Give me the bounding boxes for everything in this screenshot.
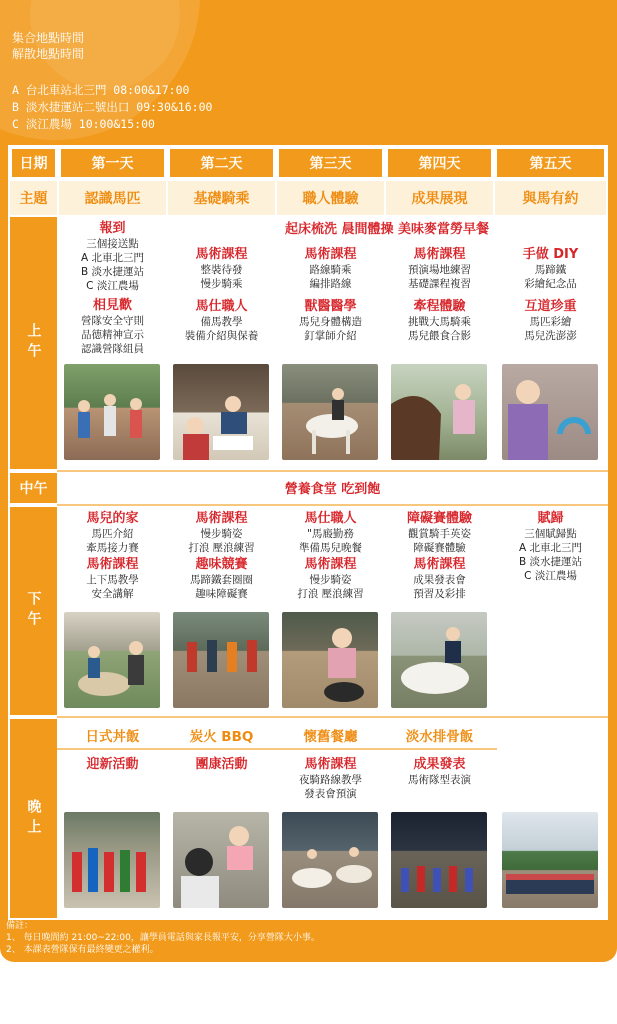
activity-detail: 馬匹介紹 [91, 528, 134, 540]
note-item-2: 2、 本課表營隊保有最終變更之權利。 [6, 945, 159, 955]
theme-day-1: 認識馬匹 [59, 181, 166, 215]
activity-detail: 馬兒餵食合影 [408, 330, 471, 342]
dinner-day-4: 淡水排骨飯 [405, 729, 474, 745]
theme-day-5: 與馬有約 [495, 181, 606, 215]
photo-evening-day-4 [391, 812, 487, 908]
photo-evening-day-5 [502, 812, 598, 908]
evening-day-2 [168, 756, 275, 773]
noon-banner: 營養食堂 吃到飽 [284, 481, 381, 497]
activity-detail: 基礎課程複習 [408, 278, 471, 290]
activity-detail: 挑戰大馬騎乘 [408, 316, 471, 328]
activity-title: 團康活動 [195, 757, 248, 772]
activity-title: 馬術課程 [413, 557, 466, 572]
afternoon-day-5 [495, 510, 606, 583]
photo-afternoon-day-1 [64, 612, 160, 708]
location-b: B 淡水捷運站二號出口 09:30&16:00 [12, 100, 213, 114]
activity-detail: 整裝待發 [200, 264, 243, 276]
activity-detail: 夜騎路線教學 [299, 774, 362, 786]
photo-afternoon-day-2 [173, 612, 269, 708]
photo-morning-day-5 [502, 364, 598, 460]
afternoon-day-2 [168, 510, 275, 601]
morning-day-3 [277, 246, 384, 343]
activity-detail: 三個賦歸點 [524, 528, 577, 540]
photo-afternoon-day-4 [391, 612, 487, 708]
dinner-day-1: 日式丼飯 [85, 729, 140, 745]
afternoon-day-1 [59, 510, 166, 601]
activity-title: 馬仕職人 [304, 511, 357, 526]
activity-detail: 上下馬教學 [86, 574, 139, 586]
day-header-1: 第一天 [59, 147, 166, 179]
activity-detail: 安全講解 [91, 588, 134, 600]
activity-detail: C 淡江農場 [86, 280, 139, 292]
activity-title: 馬術課程 [304, 247, 357, 262]
photo-morning-day-1 [64, 364, 160, 460]
activity-title: 馬術課程 [86, 557, 139, 572]
gather-time-title: 集合地點時間 [12, 31, 85, 45]
dinner-day-2: 炭火 BBQ [189, 729, 254, 745]
location-c: C 淡江農場 10:00&15:00 [12, 117, 155, 131]
morning-day-4 [386, 246, 493, 343]
day-header-4: 第四天 [386, 147, 493, 179]
photo-evening-day-2 [173, 812, 269, 908]
afternoon-day-4 [386, 510, 493, 601]
day-header-3: 第三天 [277, 147, 384, 179]
activity-title: 報到 [99, 221, 126, 236]
day-header-2: 第二天 [168, 147, 275, 179]
activity-detail: C 淡江農場 [524, 570, 577, 582]
photo-evening-day-3 [282, 812, 378, 908]
activity-detail: 馬兒洗澎澎 [524, 330, 577, 342]
activity-detail: 馬蹄鐵套圈圈 [190, 574, 253, 586]
activity-detail: 編排路線 [309, 278, 352, 290]
activity-detail: 慢步騎姿 [200, 528, 243, 540]
dismiss-time-title: 解散地點時間 [12, 47, 85, 61]
activity-detail: 彩繪紀念品 [524, 278, 577, 290]
activity-title: 牽程體驗 [413, 299, 466, 314]
day-header-5: 第五天 [495, 147, 606, 179]
activity-detail: 釘掌師介紹 [304, 330, 357, 342]
activity-title: 障礙賽體驗 [406, 511, 472, 526]
activity-detail: 馬匹彩繪 [529, 316, 572, 328]
activity-title: 馬術課程 [304, 557, 357, 572]
activity-title: 相見歡 [92, 298, 132, 313]
morning-day-2 [168, 246, 275, 343]
afternoon-day-3 [277, 510, 384, 601]
activity-title: 馬術課程 [304, 757, 357, 772]
photo-afternoon-day-3 [282, 612, 378, 708]
row-divider [57, 716, 608, 718]
activity-detail: 認識營隊組員 [81, 343, 144, 355]
morning-day-1 [59, 220, 166, 356]
theme-day-2: 基礎騎乘 [168, 181, 275, 215]
activity-detail: 三個接送點 [86, 238, 139, 250]
activity-title: 成果發表 [413, 757, 466, 772]
activity-detail: B 淡水捷運站 [80, 266, 145, 278]
activity-title: 馬兒的家 [86, 511, 139, 526]
activity-title: 馬術課程 [195, 247, 248, 262]
evening-day-1 [59, 756, 166, 773]
activity-detail: 觀賞騎手英姿 [408, 528, 471, 540]
activity-detail: 路線騎乘 [309, 264, 352, 276]
activity-detail: 打浪 壓浪練習 [297, 588, 364, 600]
activity-title: 馬仕職人 [195, 299, 248, 314]
theme-day-3: 職人體驗 [277, 181, 384, 215]
activity-detail: 營隊安全守則 [81, 315, 144, 327]
activity-detail: 打浪 壓浪練習 [188, 542, 255, 554]
row-divider [57, 504, 608, 506]
photo-morning-day-3 [282, 364, 378, 460]
activity-title: 迎新活動 [86, 757, 139, 772]
evening-label: 晚上 [10, 719, 57, 918]
activity-title: 獸醫醫學 [304, 299, 357, 314]
activity-detail: 趣味障礙賽 [195, 588, 248, 600]
note-item-1: 1、 每日晚間約 21:00~22:00，讓學員電話與家長報平安，分享營隊大小事。 [6, 933, 320, 943]
photo-morning-day-4 [391, 364, 487, 460]
dinner-day-3: 懷舊餐廳 [303, 729, 358, 745]
activity-detail: 預習及彩排 [413, 588, 466, 600]
activity-detail: 馬兒身體構造 [299, 316, 362, 328]
theme-day-4: 成果展現 [386, 181, 493, 215]
activity-title: 趣味競賽 [195, 557, 248, 572]
activity-detail: 馬蹄鐵 [534, 264, 567, 276]
corner-date-label: 日期 [10, 147, 57, 179]
activity-detail: 障礙賽體驗 [413, 542, 466, 554]
photo-evening-day-1 [64, 812, 160, 908]
activity-title: 馬術課程 [195, 511, 248, 526]
activity-detail: A 北車北三門 [518, 542, 583, 554]
activity-title: 馬術課程 [413, 247, 466, 262]
evening-day-3 [277, 756, 384, 801]
activity-detail: 備馬教學 [200, 316, 243, 328]
evening-day-4 [386, 756, 493, 787]
activity-detail: 慢步騎乘 [200, 278, 243, 290]
activity-detail: 馬術隊型表演 [408, 774, 471, 786]
afternoon-label: 下午 [10, 507, 57, 715]
theme-label: 主題 [10, 181, 57, 215]
notes-title: 備註： [6, 921, 34, 931]
activity-detail: 慢步騎姿 [309, 574, 352, 586]
morning-label: 上午 [10, 217, 57, 469]
activity-detail: 品德精神宣示 [81, 329, 144, 341]
activity-title: 賦歸 [537, 511, 564, 526]
morning-day-5 [495, 246, 606, 343]
activity-detail: 發表會預演 [304, 788, 357, 800]
activity-title: 互道珍重 [524, 299, 577, 314]
activity-detail: 準備馬兒晚餐 [299, 542, 362, 554]
dinner-divider [57, 748, 497, 750]
activity-detail: 預演場地練習 [408, 264, 471, 276]
photo-morning-day-2 [173, 364, 269, 460]
row-divider [57, 470, 608, 472]
activity-detail: 牽馬接力賽 [86, 542, 139, 554]
morning-banner: 起床梳洗 晨間體操 美味麥當勞早餐 [284, 221, 490, 237]
noon-label: 中午 [10, 473, 57, 503]
location-a: A 台北車站北三門 08:00&17:00 [12, 83, 190, 97]
activity-title: 手做 DIY [522, 247, 579, 262]
activity-detail: 裝備介紹與保養 [184, 330, 259, 342]
activity-detail: B 淡水捷運站 [518, 556, 583, 568]
activity-detail: A 北車北三門 [80, 252, 145, 264]
activity-detail: 成果發表會 [413, 574, 466, 586]
activity-detail: "馬廄勤務 [307, 528, 354, 540]
